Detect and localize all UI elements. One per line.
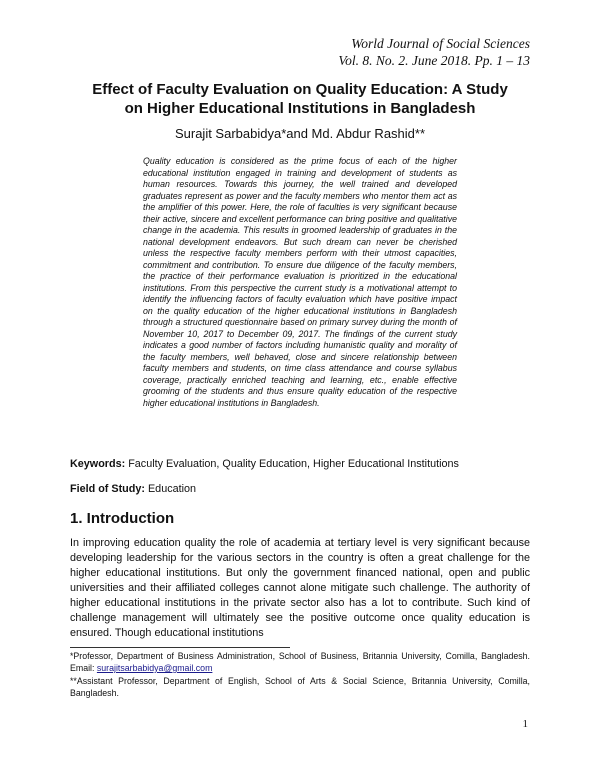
journal-name: World Journal of Social Sciences	[351, 36, 530, 51]
keywords-value: Faculty Evaluation, Quality Education, Higher Educational Institutions	[128, 458, 459, 470]
field-of-study-value: Education	[147, 483, 197, 495]
keywords-label: Keywords:	[70, 458, 126, 470]
footnote-1-text: *Professor, Department of Business Administration, School of Business, Britannia University, Comilla, Bangladesh. Email:	[70, 651, 530, 673]
issue-info: Vol. 8. No. 2. June 2018. Pp. 1 – 13	[338, 53, 530, 68]
footnote-1	[70, 650, 530, 674]
footnote-divider	[70, 647, 290, 648]
title-line-2: on Higher Educational Institutions in Bangladesh	[124, 100, 476, 117]
field-of-study	[70, 482, 530, 496]
keywords	[70, 457, 530, 471]
field-of-study-label: Field of Study:	[70, 483, 145, 495]
page-number: 1	[522, 718, 528, 730]
abstract: Quality education is considered as the prime focus of each of the higher educational institution engaged in training and development of students as human resources. Towards this journey, the well trained and developed graduates represent as power and the faculty members who mentor them act as the amplifier of this power. Here, the role of faculties is very significant because their active, sincere and excellent performance can bring positive and qualitative change in the academia. This results in groomed leadership of graduates in the national development endeavors. But such dream can never be cherished unless the respective faculty members perform with their utmost capacities, commitment and contribution. To ensure due diligence of the faculty members, the practice of their performance evaluation is prioritized in the educational institutions. From this perspective the current study is a motivational attempt to identify the influencing factors of faculty evaluation which have positive impact on the quality education of the higher educational institutions in Bangladesh through a structured questionnaire based on primary survey during the month of November 10, 2017 to December 09, 2017. The findings of the current study indicates a good number of factors including humanistic quality and morality of the faculty members, well behaved, close and sincere relationship between faculty members and students, on time class attendance and course syllabus coverage, practically enriched teaching and learning, etc., enable effective grooming of the students and thus ensure quality education of the respective higher educational institutions in Bangladesh.	[143, 156, 457, 408]
footnote-2: **Assistant Professor, Department of English, School of Arts & Social Science, Britannia University, Comilla, Bangladesh.	[70, 676, 530, 698]
paper-title	[70, 80, 530, 118]
section-heading-introduction: 1. Introduction	[70, 510, 175, 527]
authors: Surajit Sarbabidya*and Md. Abdur Rashid**	[174, 126, 426, 141]
title-line-1: Effect of Faculty Evaluation on Quality Education: A Study	[92, 81, 508, 98]
introduction-text: In improving education quality the role of academia at tertiary level is very significant because developing leadership for the various sectors in the country is often a great challenge for the higher educational institutions. But only the government financed national, open and public universities and their affiliated colleges cannot alone mitigate such challenge. The authority of higher educational institutions in the private sector also has a lot to contribute. Such kind of challenge management will ultimately see the positive outcome once quality education is ensured. Though educational institutions	[70, 537, 530, 639]
journal-header	[338, 35, 530, 69]
author-email-link[interactable]: surajitsarbabidya@gmail.com	[96, 663, 213, 673]
